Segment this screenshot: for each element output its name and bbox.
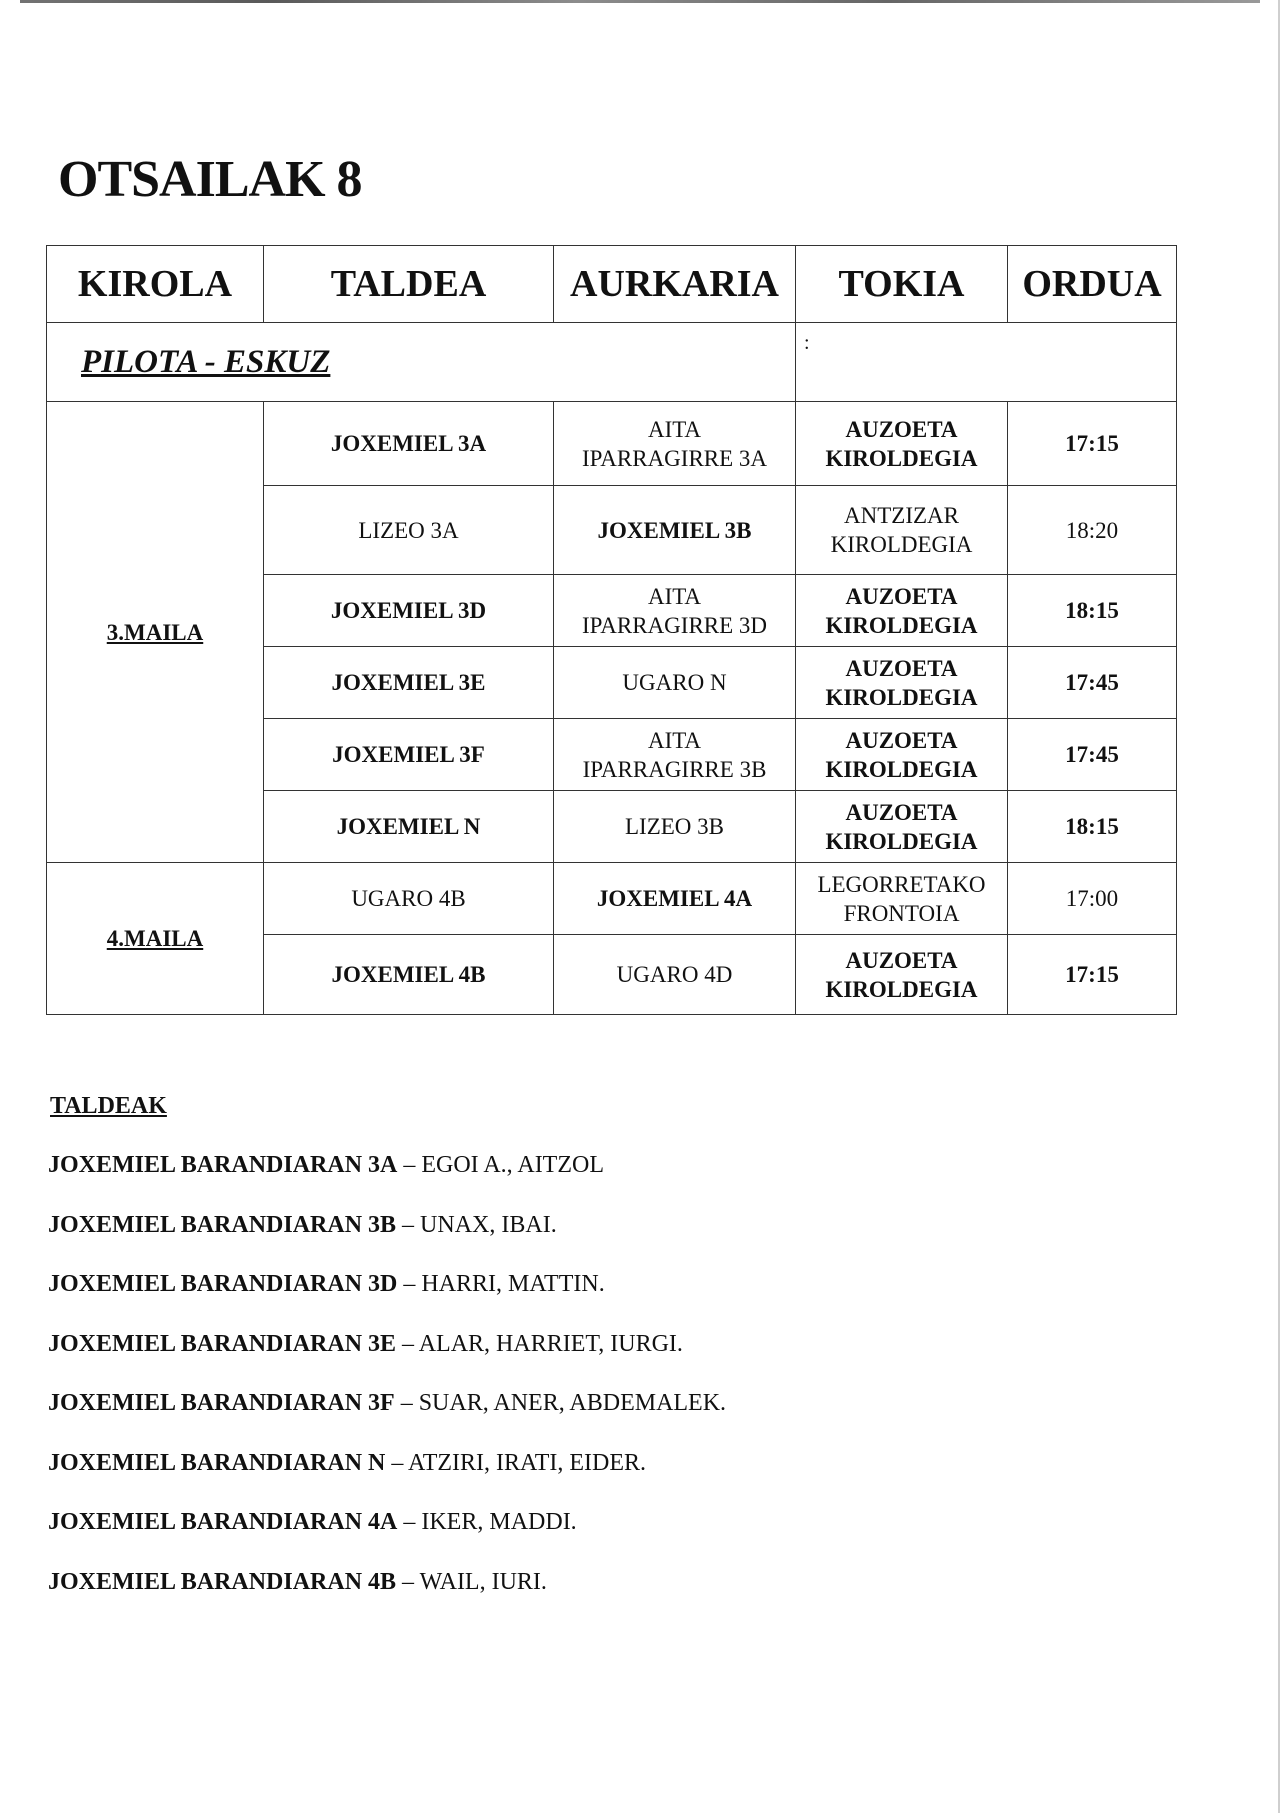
- team-roster-members: – ALAR, HARRIET, IURGI.: [396, 1330, 683, 1357]
- place-line: KIROLDEGIA: [830, 532, 973, 557]
- place-line: AUZOETA: [845, 583, 958, 609]
- sport-note: :: [796, 323, 1177, 402]
- header-aurkaria: AURKARIA: [554, 246, 796, 323]
- place-line: AUZOETA: [845, 799, 958, 825]
- opponent-line: JOXEMIEL 3B: [597, 517, 752, 543]
- team-cell: JOXEMIEL 3D: [264, 575, 554, 647]
- place-line: FRONTOIA: [843, 900, 960, 926]
- opponent-line: LIZEO 3B: [624, 814, 724, 839]
- scan-edge-top: [20, 0, 1260, 3]
- team-roster-members: – HARRI, MATTIN.: [397, 1271, 605, 1297]
- team-cell: JOXEMIEL 4B: [264, 935, 554, 1015]
- opponent-cell: [554, 575, 796, 647]
- team-roster-item: [48, 1567, 948, 1627]
- team-cell: UGARO 4B: [264, 863, 554, 935]
- team-cell: JOXEMIEL 3A: [264, 402, 554, 486]
- team-cell: JOXEMIEL N: [264, 791, 554, 863]
- opponent-cell: [554, 935, 796, 1015]
- opponent-line: AITA: [647, 416, 702, 442]
- place-line: KIROLDEGIA: [825, 828, 978, 854]
- teams-heading: TALDEAK: [50, 1093, 167, 1119]
- team-roster-name: JOXEMIEL BARANDIARAN 3F: [48, 1390, 395, 1416]
- place-line: KIROLDEGIA: [825, 756, 978, 782]
- sport-row: [47, 323, 1177, 402]
- team-roster-name: JOXEMIEL BARANDIARAN 3B: [48, 1211, 397, 1238]
- team-roster-item: [48, 1150, 948, 1210]
- header-ordua: ORDUA: [1008, 246, 1177, 323]
- place-line: KIROLDEGIA: [825, 976, 978, 1002]
- opponent-line: IPARRAGIRRE 3D: [581, 612, 768, 638]
- page-title: OTSAILAK 8: [58, 151, 362, 208]
- team-roster-name: JOXEMIEL BARANDIARAN 3A: [48, 1152, 398, 1178]
- place-cell: [796, 935, 1008, 1015]
- opponent-line: UGARO N: [622, 670, 727, 695]
- opponent-line: IPARRAGIRRE 3A: [581, 445, 768, 471]
- place-line: AUZOETA: [845, 655, 958, 681]
- place-line: AUZOETA: [845, 727, 958, 753]
- time-cell: 18:15: [1008, 575, 1177, 647]
- opponent-cell: [554, 647, 796, 719]
- time-cell: 17:15: [1008, 402, 1177, 486]
- time-cell: 17:45: [1008, 647, 1177, 719]
- team-roster-name: JOXEMIEL BARANDIARAN N: [48, 1449, 386, 1476]
- opponent-cell: [554, 486, 796, 575]
- team-roster-item: [48, 1507, 948, 1567]
- place-line: LEGORRETAKO: [817, 871, 986, 897]
- team-roster-item: [48, 1388, 948, 1448]
- opponent-cell: [554, 719, 796, 791]
- time-cell: 17:00: [1008, 863, 1177, 935]
- place-line: AUZOETA: [845, 416, 958, 442]
- opponent-line: IPARRAGIRRE 3B: [582, 756, 767, 782]
- place-line: KIROLDEGIA: [825, 684, 978, 710]
- team-cell: JOXEMIEL 3F: [264, 719, 554, 791]
- time-cell: 17:15: [1008, 935, 1177, 1015]
- team-roster-name: JOXEMIEL BARANDIARAN 4B: [48, 1568, 397, 1595]
- team-roster-members: – WAIL, IURI.: [396, 1568, 547, 1595]
- time-cell: 17:45: [1008, 719, 1177, 791]
- place-line: ANTZIZAR: [844, 503, 959, 528]
- team-roster-name: JOXEMIEL BARANDIARAN 4A: [48, 1509, 398, 1535]
- table-row: [47, 402, 1177, 486]
- opponent-line: AITA: [647, 727, 702, 753]
- team-roster-members: – EGOI A., AITZOL: [397, 1152, 604, 1178]
- header-tokia: TOKIA: [796, 246, 1008, 323]
- header-taldea: TALDEA: [264, 246, 554, 323]
- opponent-cell: [554, 791, 796, 863]
- team-roster-item: [48, 1210, 948, 1270]
- time-cell: 18:20: [1008, 486, 1177, 575]
- team-roster-name: JOXEMIEL BARANDIARAN 3E: [48, 1330, 397, 1357]
- time-cell: 18:15: [1008, 791, 1177, 863]
- team-roster-item: [48, 1329, 948, 1389]
- opponent-cell: [554, 402, 796, 486]
- team-roster-members: – UNAX, IBAI.: [396, 1211, 557, 1238]
- place-line: KIROLDEGIA: [825, 612, 978, 638]
- schedule-table: [46, 245, 1177, 1015]
- table-header-row: [47, 246, 1177, 323]
- table-row: [47, 863, 1177, 935]
- level-cell: 3.MAILA: [47, 402, 264, 863]
- team-roster-item: [48, 1269, 948, 1329]
- team-roster-item: [48, 1448, 948, 1508]
- place-cell: [796, 719, 1008, 791]
- opponent-line: AITA: [647, 583, 702, 609]
- place-line: AUZOETA: [845, 947, 958, 973]
- team-cell: LIZEO 3A: [264, 486, 554, 575]
- team-cell: JOXEMIEL 3E: [264, 647, 554, 719]
- level-cell: 4.MAILA: [47, 863, 264, 1015]
- opponent-cell: [554, 863, 796, 935]
- place-cell: [796, 486, 1008, 575]
- team-roster-members: – ATZIRI, IRATI, EIDER.: [385, 1449, 646, 1476]
- sport-name: PILOTA - ESKUZ: [47, 323, 796, 402]
- place-cell: [796, 402, 1008, 486]
- place-cell: [796, 647, 1008, 719]
- team-roster-members: – SUAR, ANER, ABDEMALEK.: [394, 1390, 727, 1416]
- place-cell: [796, 575, 1008, 647]
- header-kirola: KIROLA: [47, 246, 264, 323]
- team-roster-members: – IKER, MADDI.: [397, 1509, 577, 1535]
- place-cell: [796, 791, 1008, 863]
- place-cell: [796, 863, 1008, 935]
- team-roster-name: JOXEMIEL BARANDIARAN 3D: [48, 1271, 398, 1297]
- opponent-line: UGARO 4D: [616, 962, 733, 987]
- opponent-line: JOXEMIEL 4A: [596, 886, 753, 911]
- teams-list: [48, 1150, 948, 1626]
- place-line: KIROLDEGIA: [825, 445, 978, 471]
